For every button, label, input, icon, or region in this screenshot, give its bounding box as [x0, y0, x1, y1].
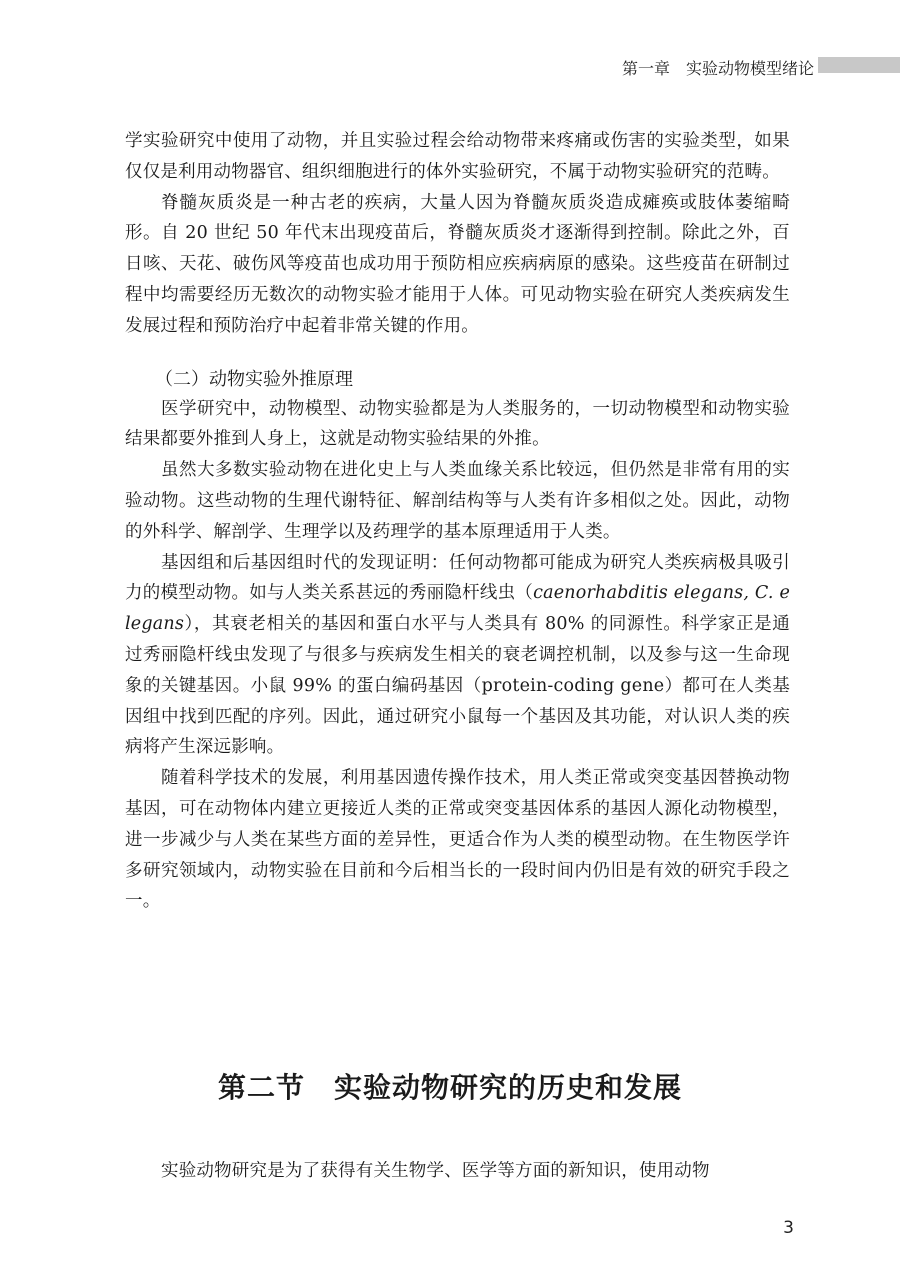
latin-name: caenorhabditis elegans, C. elegans: [125, 583, 790, 635]
paragraph: 随着科学技术的发展，利用基因遗传操作技术，用人类正常或突变基因替换动物基因，可在动物体内建立更接近人类的正常或突变基因体系的基因人源化动物模型，进一步减少与人类在某些方面的差异性，更适合作为人类的模型动物。在生物医学许多研究领域内，动物实验在目前和今后相当长的一段时间内仍旧是有效的研究手段之一。: [125, 768, 790, 912]
subheading: （二）动物实验外推原理: [155, 368, 353, 390]
header-bar: [818, 57, 900, 73]
paragraph: [125, 548, 790, 764]
paragraph: 脊髓灰质炎是一种古老的疾病，大量人因为脊髓灰质炎造成瘫痪或肢体萎缩畸形。自 20 世纪 50 年代末出现疫苗后，脊髓灰质炎才逐渐得到控制。除此之外，百日咳、天花、破伤风等疫苗也成功用于预防相应疾病病原的感染。这些疫苗在研制过程中均需要经历无数次的动物实验才能用于人体。可见动物实验在研究人类疾病发生发展过程和预防治疗中起着非常关键的作用。: [125, 192, 790, 336]
page-body: [125, 126, 790, 917]
paragraph-text: ），其衰老相关的基因和蛋白水平与人类具有 80% 的同源性。科学家正是通过秀丽隐杆线虫发现了与很多与疾病发生相关的衰老调控机制，以及参与这一生命现象的关键基因。小鼠 99% 的蛋白编码基因（protein-coding gene）都可在人类基因组中找到匹配的序列。因此，通过研究小鼠每一个基因及其功能，对认识人类的疾病将产生深远影响。: [125, 614, 790, 758]
paragraph: 实验动物研究是为了获得有关生物学、医学等方面的新知识，使用动物: [161, 1161, 710, 1181]
paragraph: 虽然大多数实验动物在进化史上与人类血缘关系比较远，但仍然是非常有用的实验动物。这些动物的生理代谢特征、解剖结构等与人类有许多相似之处。因此，动物的外科学、解剖学、生理学以及药理学的基本原理适用于人类。: [125, 460, 790, 542]
paragraph: 医学研究中，动物模型、动物实验都是为人类服务的，一切动物模型和动物实验结果都要外推到人身上，这就是动物实验结果的外推。: [125, 398, 790, 450]
section-title: 第二节 实验动物研究的历史和发展: [217, 1071, 682, 1104]
page-number: 3: [783, 1218, 794, 1238]
paragraph: 学实验研究中使用了动物，并且实验过程会给动物带来疼痛或伤害的实验类型，如果仅仅是利用动物器官、组织细胞进行的体外实验研究，不属于动物实验研究的范畴。: [125, 131, 790, 182]
paragraph-text: 基因组和后基因组时代的发现证明：任何动物都可能成为研究人类疾病极具吸引力的模型动物。如与人类关系甚远的秀丽隐杆线虫（: [125, 552, 790, 604]
running-header: 第一章 实验动物模型绪论: [621, 59, 814, 78]
